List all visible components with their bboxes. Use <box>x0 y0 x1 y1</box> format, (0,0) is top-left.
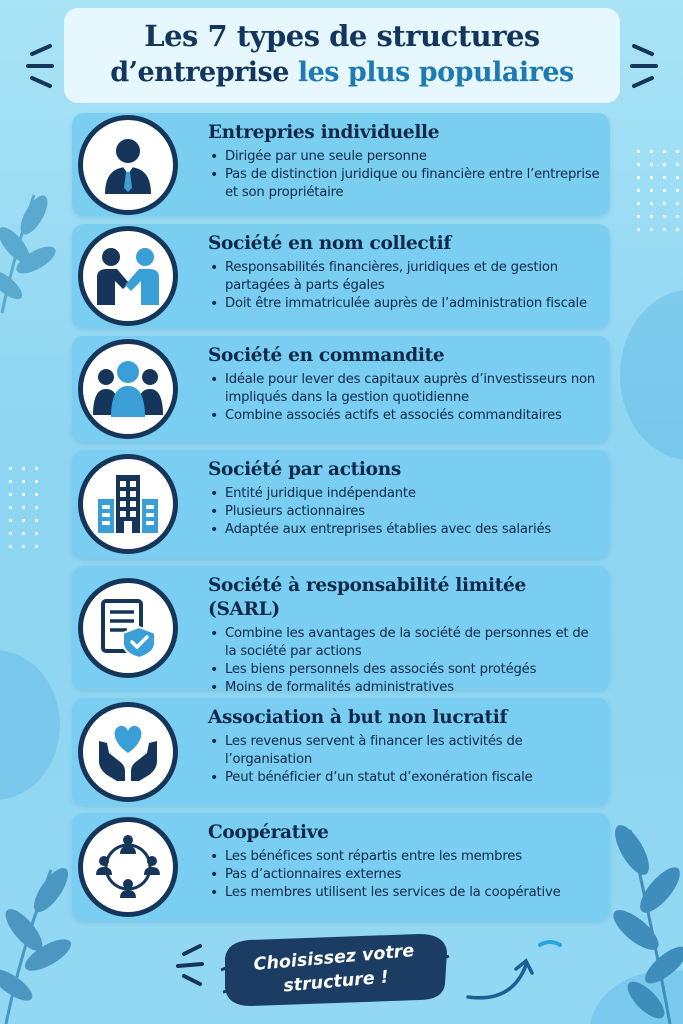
card-title: Société en nom collectif <box>208 233 452 254</box>
network-people-icon <box>95 834 161 900</box>
page-title-dark: d’entreprise <box>110 57 289 88</box>
icon-circle <box>78 115 178 215</box>
card-entreprise-individuelle <box>72 113 610 216</box>
card-body <box>208 706 602 787</box>
icon-circle <box>78 226 178 326</box>
bullet-item: • Combine les avantages de la société de personnes et de la société par actions <box>208 625 602 661</box>
card-title: Société en commandite <box>208 345 445 366</box>
bullet-item: • Les revenus servent à financer les activités de l’organisation <box>208 733 602 769</box>
bullet-list <box>208 371 602 425</box>
card-body <box>208 458 602 539</box>
bullet-item: • Dirigée par une seule personne <box>208 148 602 166</box>
bullet-item: • Plusieurs actionnaires <box>208 503 602 521</box>
card-title: Entrepries individuelle <box>208 122 440 143</box>
dot-pattern-left <box>4 462 46 557</box>
bullet-item: • Pas de distinction juridique ou financière entre l’entreprise et son propriétaire <box>208 166 602 202</box>
page-title-line1: Les 7 types de structures <box>144 19 540 53</box>
card-title: Société par actions <box>208 459 401 480</box>
bullet-item: • Pas d’actionnaires externes <box>208 866 602 884</box>
burst-lines-left-icon <box>22 40 60 92</box>
bullet-item: • Responsabilités financières, juridiques et de gestion partagées à parts égales <box>208 259 602 295</box>
bullet-item: • Les biens personnels des associés sont protégés <box>208 661 602 679</box>
bullet-list <box>208 848 602 902</box>
bullet-item: • Les membres utilisent les services de la coopérative <box>208 884 602 902</box>
card-body <box>208 821 602 902</box>
handshake-icon <box>95 245 161 307</box>
bullet-item: • Peut bénéficier d’un statut d’exonération fiscale <box>208 769 602 787</box>
bullet-list <box>208 148 602 202</box>
icon-circle <box>78 578 178 678</box>
bullet-item: • Entité juridique indépendante <box>208 485 602 503</box>
leaf-branch-left-icon <box>0 185 64 315</box>
curved-arrow-icon <box>462 935 572 1005</box>
card-cooperative <box>72 813 610 921</box>
bg-circle-left <box>0 650 60 800</box>
bullet-list <box>208 625 602 697</box>
bullet-item: • Idéale pour lever des capitaux auprès d’investisseurs non impliqués dans la gestion quotidienne <box>208 371 602 407</box>
building-icon <box>96 473 160 535</box>
icon-circle <box>78 702 178 802</box>
page-title-line2 <box>64 54 620 92</box>
card-title: Société à responsabilité limitée (SARL) <box>208 575 526 620</box>
bullet-list <box>208 733 602 787</box>
card-body <box>208 574 602 697</box>
businessman-icon <box>97 134 159 196</box>
bullet-list <box>208 485 602 539</box>
bg-circle-right <box>620 290 683 460</box>
bullet-item: • Doit être immatriculée auprès de l’administration fiscale <box>208 295 602 313</box>
cta-line1: Choisissez votre <box>252 941 416 976</box>
icon-circle <box>78 339 178 439</box>
card-body <box>208 121 602 202</box>
cta-banner <box>219 930 451 1010</box>
leaf-branch-bottom-right-icon <box>610 810 683 1024</box>
dot-pattern-right <box>632 145 682 240</box>
bullet-item: • Adaptée aux entreprises établies avec des salariés <box>208 521 602 539</box>
card-sarl <box>72 566 610 695</box>
card-societe-nom-collectif <box>72 224 610 328</box>
icon-circle <box>78 817 178 917</box>
icon-circle <box>78 454 178 554</box>
document-shield-icon <box>97 597 159 659</box>
bullet-item: • Combine associés actifs et associés commanditaires <box>208 407 602 425</box>
heart-hands-icon <box>95 721 161 783</box>
card-association <box>72 698 610 805</box>
card-societe-commandite <box>72 336 610 442</box>
bullet-item: • Les bénéfices sont répartis entre les membres <box>208 848 602 866</box>
card-body <box>208 232 602 313</box>
card-title: Association à but non lucratif <box>208 707 508 728</box>
bullet-item: • Moins de formalités administratives <box>208 679 602 697</box>
burst-lines-right-icon <box>624 40 662 92</box>
group-icon <box>93 359 163 419</box>
bullet-list <box>208 259 602 313</box>
card-title: Coopérative <box>208 822 329 843</box>
page-title-accent: les plus populaires <box>297 57 574 88</box>
card-body <box>208 344 602 425</box>
cta-line2: structure ! <box>282 967 390 997</box>
leaf-branch-bottom-left-icon <box>0 850 76 1024</box>
title-box <box>64 8 620 103</box>
burst-lines-cta-icon <box>170 940 210 990</box>
card-societe-actions <box>72 450 610 558</box>
